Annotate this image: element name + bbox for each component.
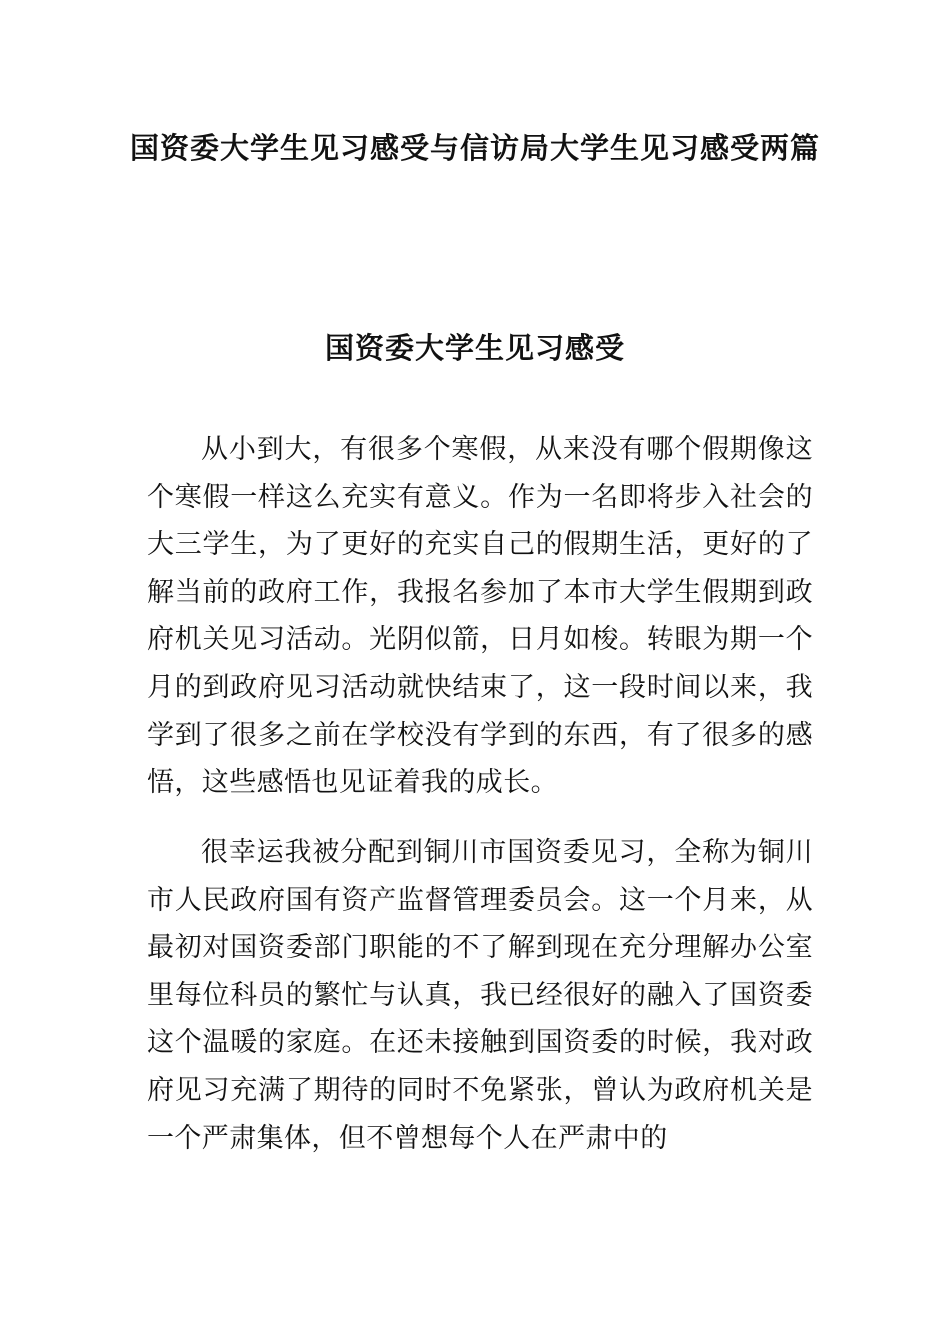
document-title: 国资委大学生见习感受与信访局大学生见习感受两篇 <box>129 131 820 165</box>
body-paragraph: 很幸运我被分配到铜川市国资委见习，全称为铜川市人民政府国有资产监督管理委员会。这一个月来，从最初对国资委部门职能的不了解到现在充分理解办公室里每位科员的繁忙与认真，我已经很好的融入了国资委这个温暖的家庭。在还未接触到国资委的时候，我对政府见习充满了期待的同时不免紧张，曾认为政府机关是一个严肃集体，但不曾想每个人在严肃中的 <box>147 837 813 1154</box>
section-title: 国资委大学生见习感受 <box>324 331 625 365</box>
body-paragraph: 从小到大，有很多个寒假，从来没有哪个假期像这个寒假一样这么充实有意义。作为一名即将步入社会的大三学生，为了更好的充实自己的假期生活，更好的了解当前的政府工作，我报名参加了本市大学生假期到政府机关见习活动。光阴似箭，日月如梭。转眼为期一个月的到政府见习活动就快结束了，这一段时间以来，我学到了很多之前在学校没有学到的东西，有了很多的感悟，这些感悟也见证着我的成长。 <box>147 434 813 799</box>
